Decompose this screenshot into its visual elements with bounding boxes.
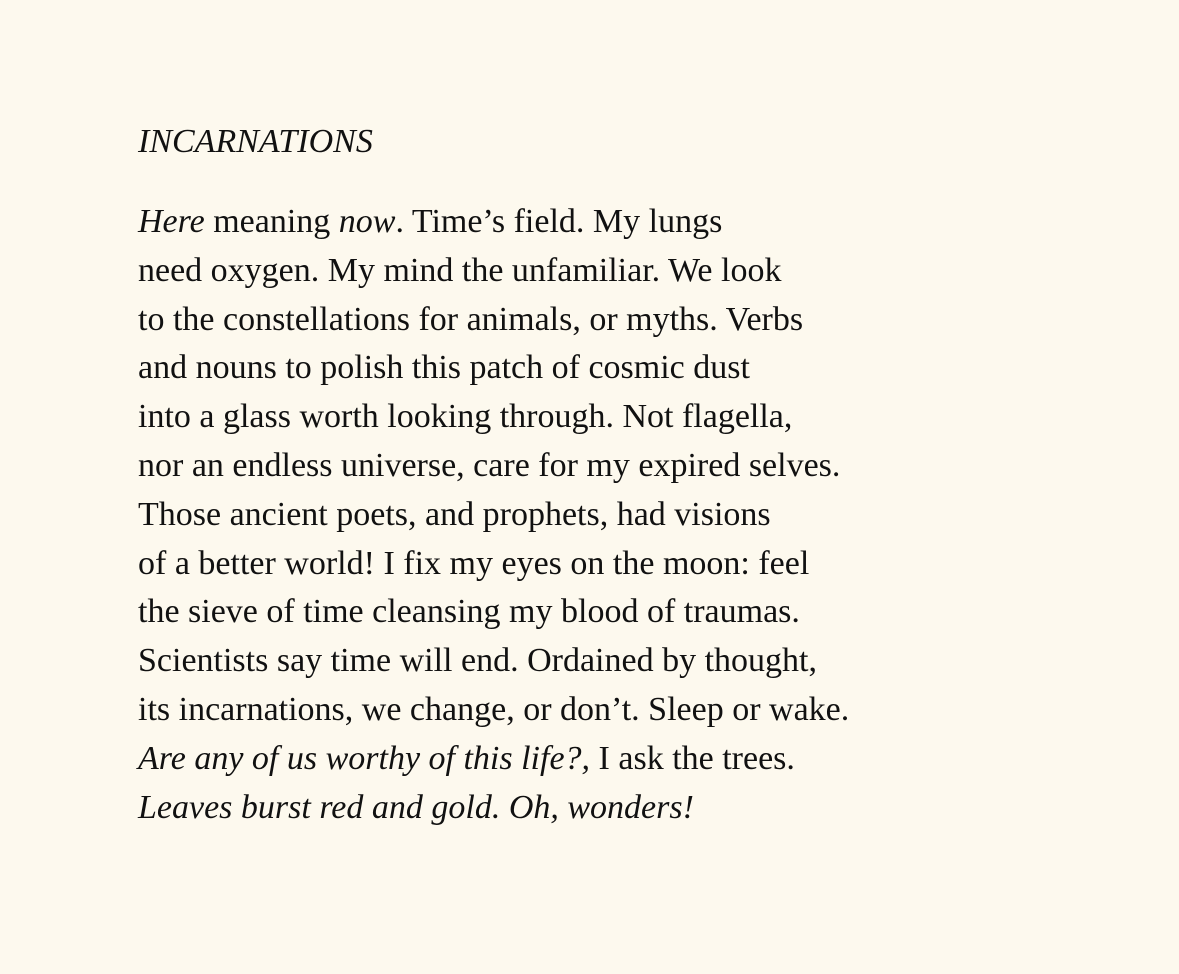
poem-line: its incarnations, we change, or don’t. Sleep or wake. — [138, 690, 850, 728]
poem-line: nor an endless universe, care for my expired selves. — [138, 446, 841, 484]
poem-line-segment: I ask the trees. — [590, 739, 795, 777]
poem-line: Leaves burst red and gold. Oh, wonders! — [138, 788, 694, 826]
poem-line: the sieve of time cleansing my blood of traumas. — [138, 593, 800, 631]
poem-line-segment: . Time’s field. My lungs — [395, 203, 723, 240]
poem — [138, 118, 1138, 832]
poem-line — [138, 198, 1138, 247]
poem-line: to the constellations for animals, or myths. Verbs — [138, 300, 804, 338]
poem-line-segment: now — [338, 203, 396, 240]
poem-stanza — [138, 198, 1138, 832]
poem-line: Scientists say time will end. Ordained by thought, — [138, 642, 817, 680]
poem-line-segment: Are any of us worthy of this life?, — [138, 739, 591, 777]
poem-line: into a glass worth looking through. Not flagella, — [138, 398, 793, 436]
poem-line: need oxygen. My mind the unfamiliar. We look — [138, 251, 782, 289]
poem-line — [138, 735, 1138, 784]
poem-line-segment: meaning — [204, 203, 339, 240]
poem-title: INCARNATIONS — [138, 123, 373, 160]
poem-line-segment: Here — [138, 203, 205, 240]
poem-line: and nouns to polish this patch of cosmic dust — [138, 349, 750, 387]
poem-line: Those ancient poets, and prophets, had visions — [138, 495, 771, 533]
poem-line: of a better world! I fix my eyes on the moon: feel — [138, 544, 810, 582]
